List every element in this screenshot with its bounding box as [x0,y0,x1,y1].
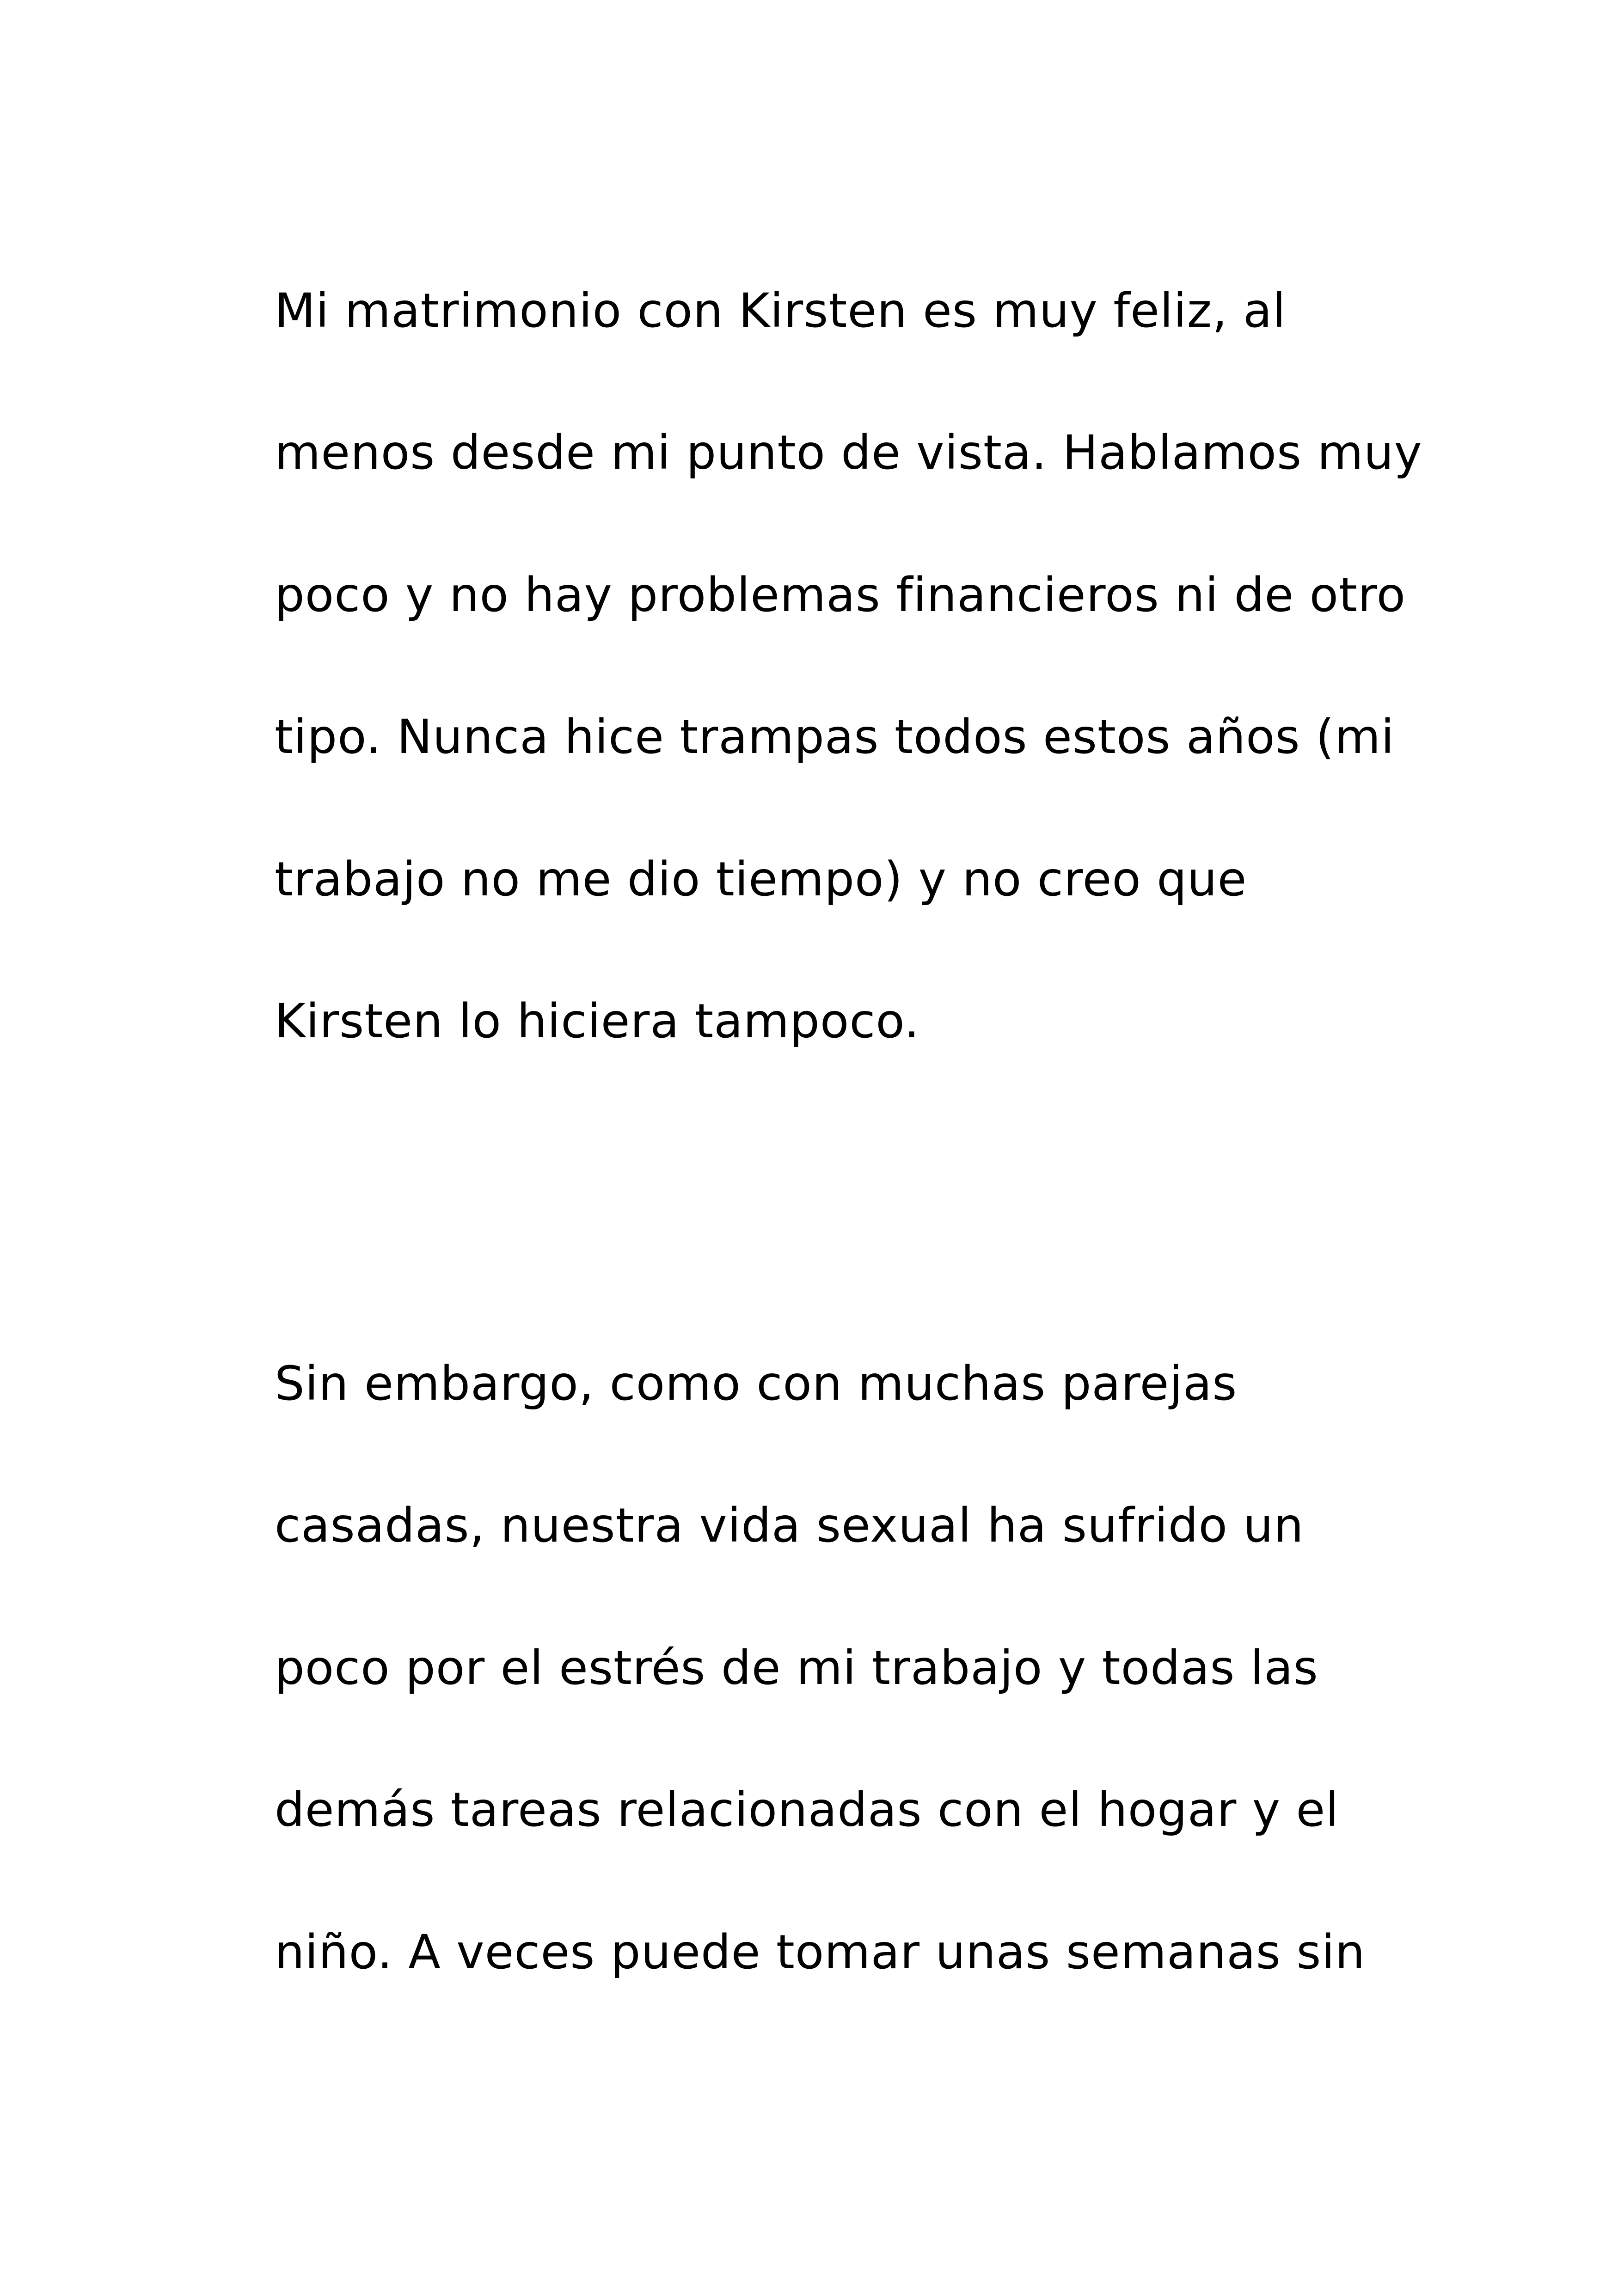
text-line: tipo. Nunca hice trampas todos estos años (mi [275,710,1395,765]
text-line: poco por el estrés de mi trabajo y todas las [275,1641,1318,1696]
text-line: menos desde mi punto de vista. Hablamos muy [275,425,1422,480]
text-line: casadas, nuestra vida sexual ha sufrido un [275,1498,1304,1553]
text-line: trabajo no me dio tiempo) y no creo que [275,852,1247,907]
text-line: Kirsten lo hiciera tampoco. [275,994,920,1049]
text-line: Sin embargo, como con muchas parejas [275,1356,1238,1411]
text-line: Mi matrimonio con Kirsten es muy feliz, al [275,283,1286,338]
text-line: demás tareas relacionadas con el hogar y el [275,1782,1339,1837]
text-line: poco y no hay problemas financieros ni de otro [275,568,1406,623]
text-line: niño. A veces puede tomar unas semanas sin [275,1925,1366,1980]
